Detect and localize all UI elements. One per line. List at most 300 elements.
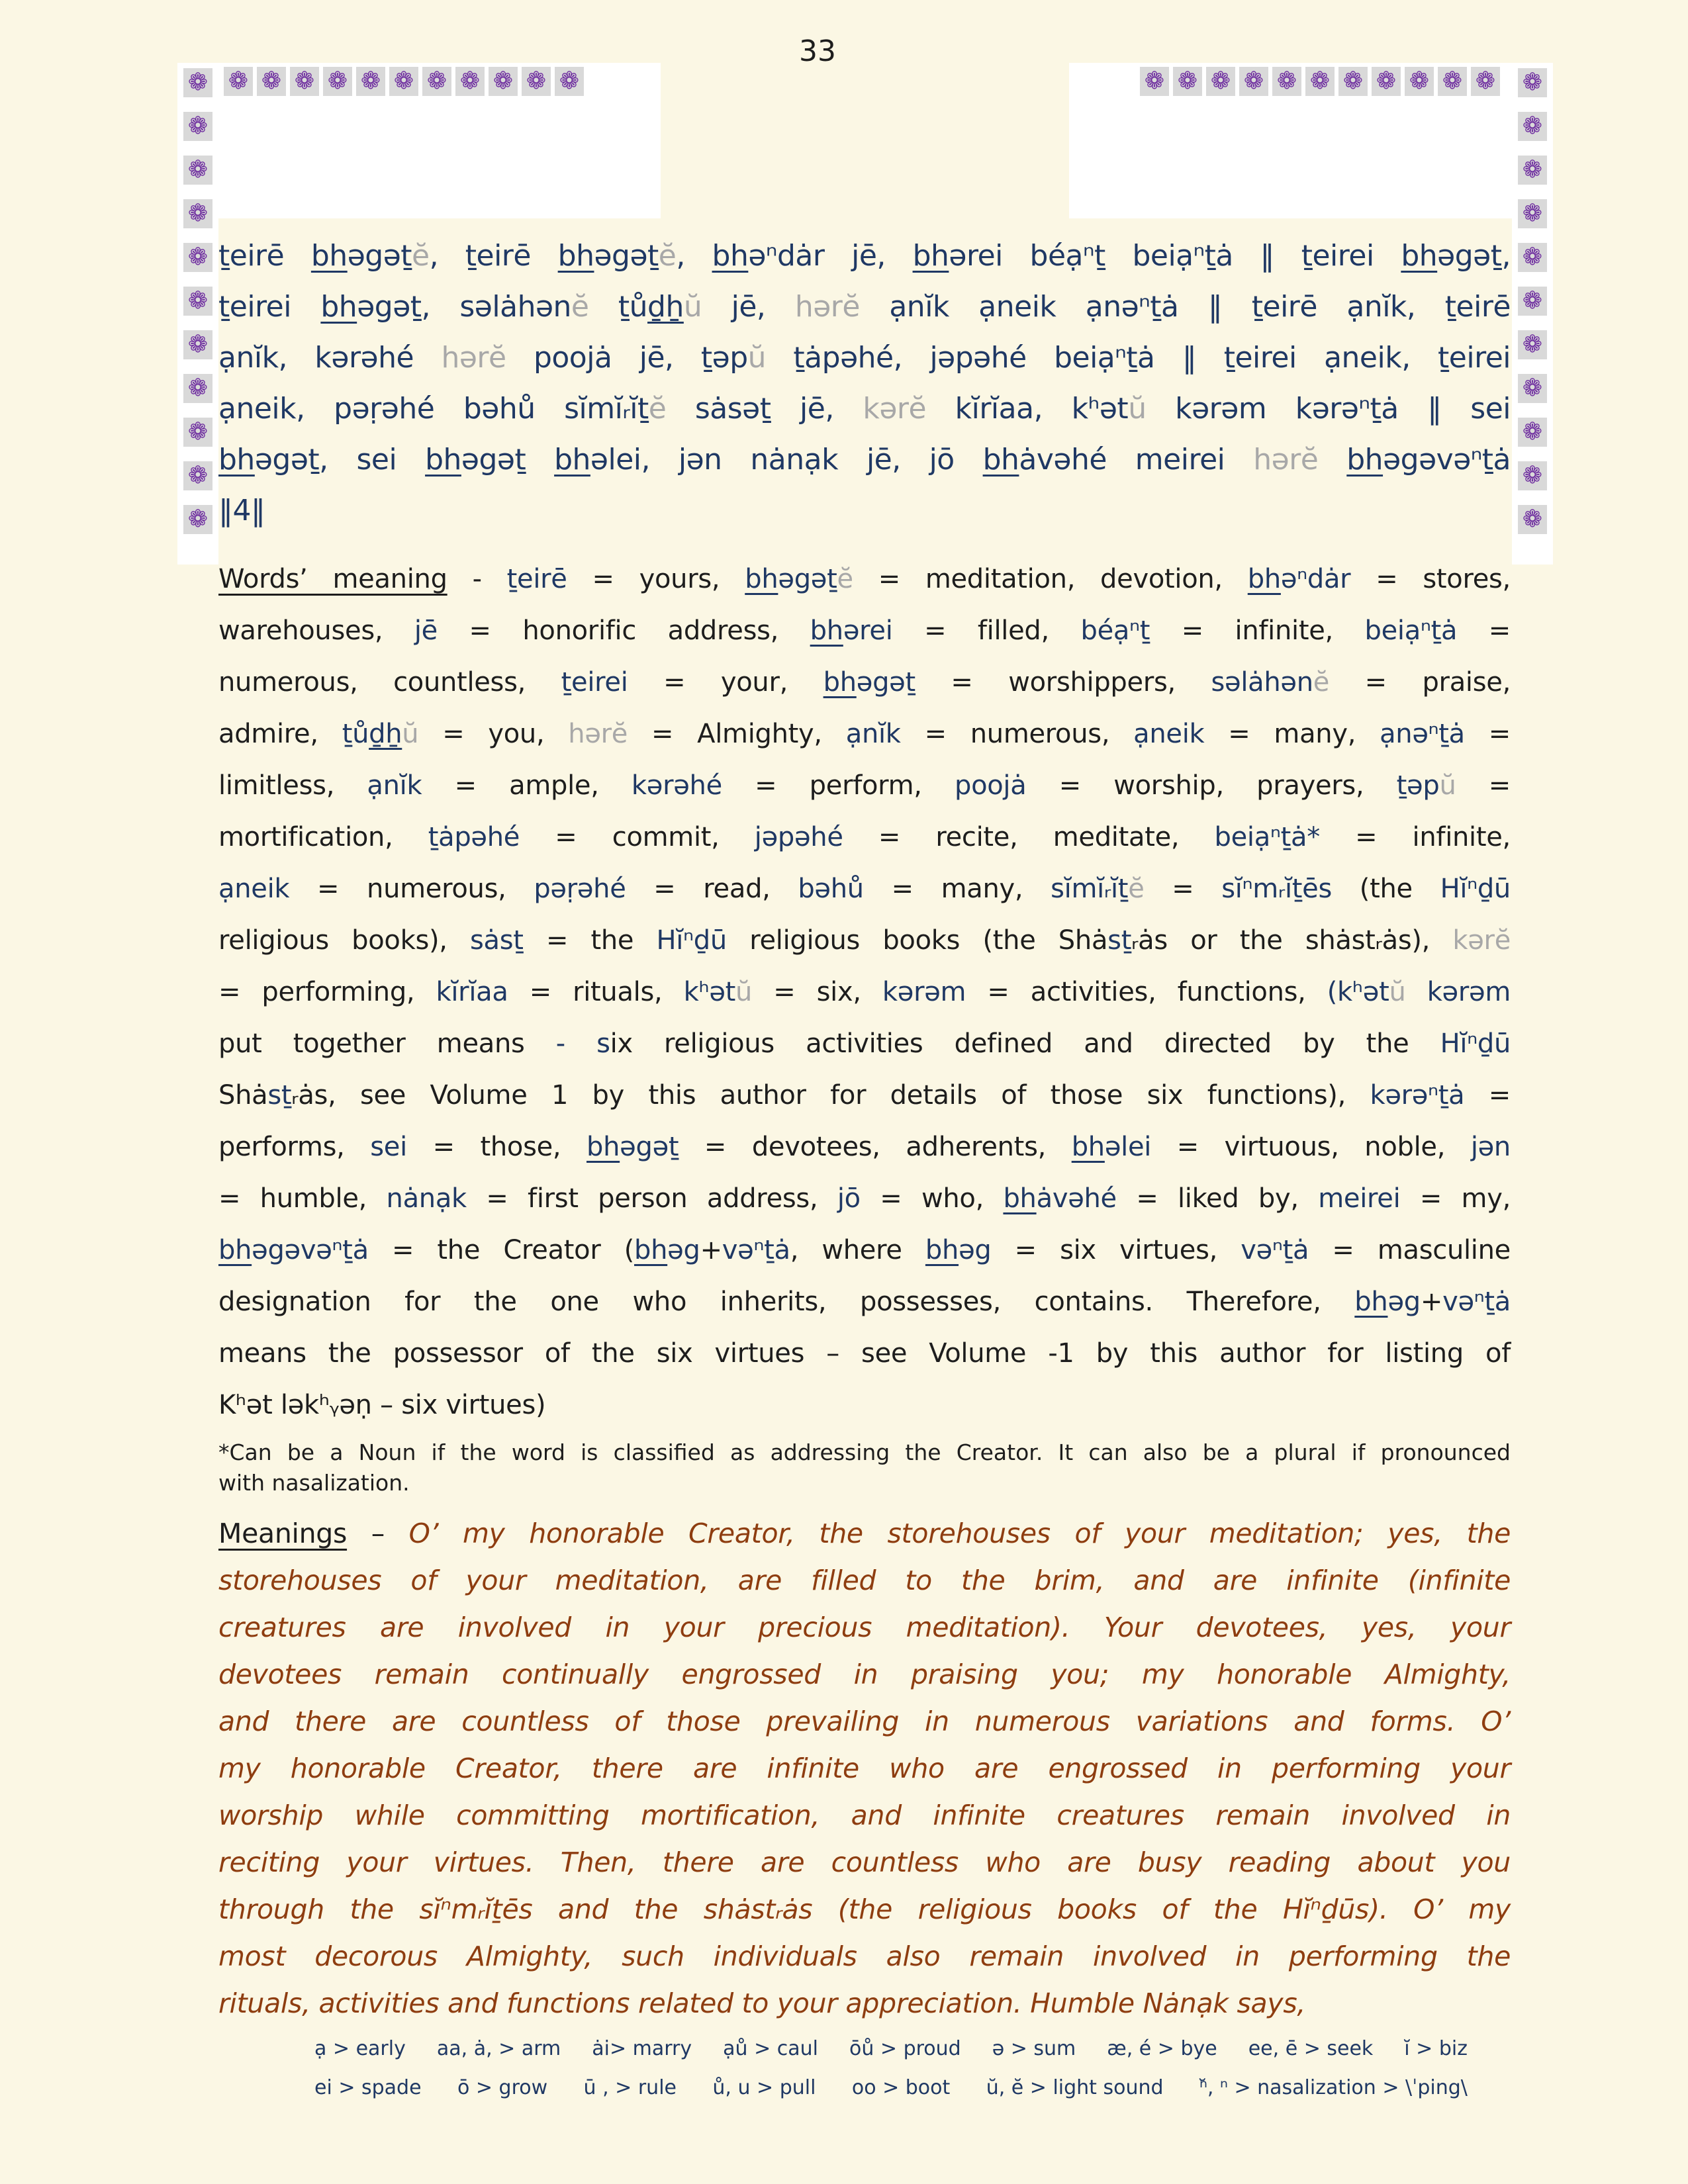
text-segment: limitless,	[218, 770, 367, 801]
text-segment: beiạⁿṯȧ	[1364, 615, 1458, 646]
text-segment: əg	[667, 1235, 700, 1265]
text-line	[218, 708, 1511, 760]
text-segment: ạnĭk	[845, 719, 901, 749]
flower-icon: ❁	[1518, 374, 1547, 403]
text-segment: rituals, activities and functions related to your appreciation. Humble Nȧnạk says,	[218, 1987, 1306, 2019]
flower-icon: ❁	[1518, 461, 1547, 490]
text-segment: = performing,	[218, 977, 436, 1007]
text-segment: =	[1456, 770, 1511, 801]
text-segment: admire,	[218, 719, 342, 749]
top-right-flower-row	[1140, 67, 1500, 96]
flower-icon: ❁	[183, 374, 212, 403]
text-segment: sĭmĭᵣĭṯ	[1051, 874, 1129, 904]
text-segment: ạnĭk	[367, 770, 422, 801]
text-segment: Meanings	[218, 1518, 348, 1549]
text-segment: numerous, countless,	[218, 667, 561, 698]
text-line	[218, 1276, 1511, 1328]
flower-icon: ❁	[1518, 199, 1547, 228]
text-segment: = yours,	[567, 564, 745, 594]
text-segment: = numerous,	[900, 719, 1134, 749]
pronunciation-item: æ, é > bye	[1107, 2037, 1217, 2060]
text-segment: = first person address,	[466, 1183, 837, 1214]
pronunciation-item: ee, ē > seek	[1248, 2037, 1374, 2060]
flower-icon: ❁	[1405, 67, 1434, 96]
flower-icon: ❁	[555, 67, 584, 96]
text-segment: = worshippers,	[915, 667, 1211, 698]
text-segment: əⁿdȧr	[1280, 564, 1351, 594]
text-segment: Words’ meaning	[218, 564, 447, 594]
text-line	[218, 332, 1511, 383]
text-segment: əgəṯ	[856, 667, 915, 698]
text-line	[218, 1437, 1511, 1468]
flower-icon: ❁	[422, 67, 451, 96]
text-line	[218, 966, 1511, 1018]
text-segment: ṯȧpəhé, jəpəhé beiạⁿṯȧ ‖ ṯeirei ạneik, ṯeirei	[766, 341, 1511, 375]
text-segment: ṯů	[588, 290, 648, 324]
text-segment: =	[1144, 874, 1222, 904]
flower-icon: ❁	[1518, 505, 1547, 534]
text-segment: əgəṯ	[347, 239, 412, 273]
text-segment: əgəṯ	[594, 239, 659, 273]
text-segment: jən	[1470, 1132, 1511, 1162]
text-segment: performs,	[218, 1132, 371, 1162]
text-segment: kərəhé	[631, 770, 722, 801]
text-segment: ạnĭk ạneik ạnəⁿṯȧ ‖ ṯeirē ạnĭk, ṯeirē	[859, 290, 1511, 324]
text-segment: +	[700, 1235, 722, 1265]
text-segment: vəⁿṯȧ	[1241, 1235, 1309, 1265]
text-segment: = your,	[628, 667, 823, 698]
text-segment: ạnəⁿṯȧ	[1380, 719, 1465, 749]
text-line	[218, 863, 1511, 915]
text-segment: most decorous Almighty, such individuals also remain involved in performing the	[218, 1940, 1511, 1972]
pronunciation-item: ŭ, ĕ > light sound	[986, 2076, 1164, 2099]
text-line	[218, 553, 1511, 605]
text-segment: ᵣȧs or the shȧstᵣȧs),	[1131, 925, 1453, 956]
text-segment: kʰət	[683, 977, 736, 1007]
text-line	[218, 383, 1511, 434]
text-segment: beiạⁿṯȧ*	[1214, 822, 1320, 852]
text-segment: bh	[1071, 1132, 1105, 1162]
text-segment: bh	[218, 1235, 252, 1265]
text-segment: ạneik, pəṛəhé bəhů sĭmĭᵣĭṯ	[218, 392, 649, 426]
flower-icon: ❁	[455, 67, 485, 96]
text-segment: ‖4‖	[218, 494, 265, 527]
flower-icon: ❁	[1338, 67, 1368, 96]
text-segment: = six,	[752, 977, 882, 1007]
text-segment: sȧsəṯ jē,	[666, 392, 863, 426]
flower-icon: ❁	[1438, 67, 1467, 96]
text-segment: means the possessor of the six virtues – see Volume -1 by this author for listing of	[218, 1338, 1511, 1369]
text-segment: bh	[310, 239, 348, 273]
text-segment: ṯȧpəhé	[428, 822, 520, 852]
flower-icon: ❁	[183, 68, 212, 97]
text-segment: bh	[745, 564, 778, 594]
text-segment: bh	[982, 443, 1019, 477]
flower-icon: ❁	[183, 505, 212, 534]
text-segment: meirei	[1318, 1183, 1401, 1214]
text-segment: = my,	[1400, 1183, 1511, 1214]
text-segment: ĕ	[412, 239, 430, 273]
text-segment: = Almighty,	[628, 719, 846, 749]
text-segment: nȧnạk	[386, 1183, 467, 1214]
text-segment: reciting your virtues. Then, there are countless who are busy reading about you	[218, 1846, 1511, 1878]
flower-icon: ❁	[183, 112, 212, 141]
text-segment: = masculine	[1309, 1235, 1511, 1265]
pronunciation-item: ō > grow	[457, 2076, 548, 2099]
text-segment: *Can be a Noun if the word is classified as addressing the Creator. It can also be a plural if pronounced	[218, 1439, 1511, 1465]
text-segment: kərĕ	[1452, 925, 1511, 956]
text-segment: kĭrĭaa, kʰət	[926, 392, 1129, 426]
text-segment: jē	[414, 615, 438, 646]
text-segment: bh	[925, 1235, 959, 1265]
text-line	[218, 1557, 1511, 1604]
text-segment: hərĕ	[1253, 443, 1319, 477]
text-segment: bh	[712, 239, 749, 273]
text-line	[218, 1018, 1511, 1069]
text-segment: = perform,	[722, 770, 955, 801]
text-segment: əgəvəⁿṯȧ	[1383, 443, 1511, 477]
text-segment: bh	[320, 290, 357, 324]
text-segment: sṯ	[267, 1080, 292, 1111]
text-segment: ŭ	[735, 977, 753, 1007]
text-segment: bh	[1354, 1287, 1388, 1317]
text-line	[218, 1379, 1511, 1431]
text-segment: vəⁿṯȧ	[1442, 1287, 1511, 1317]
flower-icon: ❁	[522, 67, 551, 96]
flower-icon: ❁	[489, 67, 518, 96]
text-segment: ĕ	[648, 392, 667, 426]
text-segment: (kʰət	[1327, 977, 1389, 1007]
text-segment: worship while committing mortification, and infinite creatures remain involved in	[218, 1799, 1511, 1831]
text-segment: hərĕ	[568, 719, 628, 749]
text-segment: = honorific address,	[437, 615, 810, 646]
text-segment: = devotees, adherents,	[679, 1132, 1072, 1162]
text-segment: ĕ	[837, 564, 853, 594]
text-segment: -	[447, 564, 507, 594]
text-line	[218, 1980, 1511, 2027]
flower-icon: ❁	[1272, 67, 1301, 96]
text-segment: = rituals,	[508, 977, 684, 1007]
text-segment: ix religious activities defined and directed by the	[610, 1028, 1440, 1059]
text-segment: bh	[554, 443, 590, 477]
flower-icon: ❁	[257, 67, 286, 96]
text-segment: = humble,	[218, 1183, 387, 1214]
text-segment: bh	[912, 239, 949, 273]
text-line	[218, 485, 1511, 536]
text-line	[218, 1069, 1511, 1121]
text-segment: ŭ	[1128, 392, 1147, 426]
text-segment: vəⁿṯȧ	[722, 1235, 790, 1265]
text-segment: bh	[810, 615, 843, 646]
text-segment: hərĕ	[794, 290, 860, 324]
flower-icon: ❁	[1239, 67, 1268, 96]
text-segment: Hĭⁿḏū	[656, 925, 727, 956]
text-line	[218, 1933, 1511, 1980]
text-segment: my honorable Creator, there are infinite who are engrossed in performing your	[218, 1752, 1511, 1784]
text-segment: (the	[1332, 874, 1440, 904]
text-line	[218, 1792, 1511, 1839]
pronunciation-item: ạů > caul	[723, 2037, 818, 2060]
flower-icon: ❁	[183, 199, 212, 228]
text-segment: hərĕ	[441, 341, 506, 375]
flower-icon: ❁	[183, 330, 212, 359]
flower-icon: ❁	[183, 243, 212, 272]
text-segment: ṯəp	[1396, 770, 1440, 801]
flower-icon: ❁	[1206, 67, 1235, 96]
text-segment: =	[1457, 615, 1511, 646]
text-segment: = numerous,	[289, 874, 534, 904]
text-segment: bh	[1247, 564, 1281, 594]
text-segment: əgəṯ	[778, 564, 837, 594]
text-segment: = worship, prayers,	[1026, 770, 1397, 801]
text-segment: əgəvəⁿṯȧ	[252, 1235, 369, 1265]
pronunciation-item: ĭ > biz	[1404, 2037, 1468, 2060]
text-segment: kərəm kərəⁿṯȧ ‖ sei	[1146, 392, 1511, 426]
text-segment: = stores,	[1350, 564, 1511, 594]
text-segment: warehouses,	[218, 615, 414, 646]
pronunciation-item: aa, ȧ, > arm	[436, 2037, 561, 2060]
text-segment: = you,	[418, 719, 569, 749]
pronunciation-item: ei > spade	[314, 2076, 422, 2099]
text-line	[218, 1651, 1511, 1698]
text-segment: =	[1464, 1080, 1511, 1111]
text-line	[218, 1745, 1511, 1792]
text-segment: ṯeirē	[506, 564, 567, 594]
flower-icon: ❁	[224, 67, 253, 96]
text-segment: bh	[586, 1132, 620, 1162]
flower-icon: ❁	[1518, 243, 1547, 272]
text-segment: əgəṯ,	[1437, 239, 1511, 273]
pronunciation-item: ū , > rule	[583, 2076, 677, 2099]
text-segment: əgəṯ, səlȧhən	[357, 290, 571, 324]
text-segment: bh	[1346, 443, 1383, 477]
text-segment: ḏẖ	[369, 719, 402, 749]
text-segment: əgəṯ	[620, 1132, 679, 1162]
text-segment: religious books (the Shȧ	[726, 925, 1108, 956]
text-segment: and there are countless of those prevailing in numerous variations and forms. O’	[218, 1706, 1511, 1737]
text-segment: əgəṯ, sei	[254, 443, 426, 477]
text-segment: , ṯeirē	[429, 239, 558, 273]
pronunciation-item: ōů > proud	[849, 2037, 961, 2060]
text-segment: mortification,	[218, 822, 428, 852]
text-segment: = many,	[863, 874, 1051, 904]
flower-icon: ❁	[1518, 112, 1547, 141]
page-number: 33	[799, 34, 836, 68]
pronunciation-item: ạ > early	[314, 2037, 406, 2060]
text-segment: ĕ	[571, 290, 589, 324]
text-segment: ərei	[843, 615, 893, 646]
text-segment: = virtuous, noble,	[1151, 1132, 1471, 1162]
text-segment: ŭ	[683, 290, 702, 324]
text-segment: əg	[959, 1235, 992, 1265]
footnote	[218, 1437, 1511, 1498]
text-segment: ṯeirei	[218, 290, 321, 324]
text-segment: , where	[790, 1235, 925, 1265]
text-line	[218, 1121, 1511, 1173]
text-line	[218, 1698, 1511, 1745]
text-segment: = commit,	[520, 822, 755, 852]
text-segment: bh	[425, 443, 461, 477]
text-segment: əgəṯ	[461, 443, 555, 477]
flower-icon: ❁	[1518, 156, 1547, 185]
flower-icon: ❁	[1518, 287, 1547, 316]
text-segment: sṯ	[1107, 925, 1132, 956]
text-segment: - s	[555, 1028, 610, 1059]
flower-icon: ❁	[1471, 67, 1500, 96]
text-line	[218, 281, 1511, 332]
text-line	[218, 1839, 1511, 1886]
text-segment: ṯeirē	[218, 239, 311, 273]
text-segment: ȧvəhé	[1036, 1183, 1117, 1214]
text-line	[218, 1604, 1511, 1651]
text-segment: jəpəhé	[754, 822, 843, 852]
text-segment: bh	[218, 443, 255, 477]
text-segment: səlȧhən	[1211, 667, 1313, 698]
flower-icon: ❁	[183, 287, 212, 316]
words-meaning-section	[218, 553, 1511, 1431]
pronunciation-item: ə > sum	[992, 2037, 1076, 2060]
text-segment: bh	[557, 239, 594, 273]
text-segment: ạneik	[218, 874, 290, 904]
flower-icon: ❁	[1305, 67, 1335, 96]
flower-icon: ❁	[183, 461, 212, 490]
flower-icon: ❁	[1518, 68, 1547, 97]
text-line	[218, 811, 1511, 863]
flower-icon: ❁	[290, 67, 319, 96]
text-segment: ḏẖ	[647, 290, 684, 324]
meanings-section	[218, 1510, 1511, 2027]
text-segment: béạⁿṯ	[1080, 615, 1150, 646]
text-segment: designation for the one who inherits, possesses, contains. Therefore,	[218, 1287, 1355, 1317]
text-segment: əlei	[1104, 1132, 1152, 1162]
flower-icon: ❁	[1518, 330, 1547, 359]
flower-icon: ❁	[183, 156, 212, 185]
text-segment: = infinite,	[1150, 615, 1365, 646]
text-line	[218, 760, 1511, 811]
text-segment: Hĭⁿḏū	[1440, 1028, 1511, 1059]
text-segment: ạneik	[1133, 719, 1205, 749]
pronunciation-item: ⁿ̆, ⁿ > nasalization > \ˈping\	[1199, 2076, 1468, 2099]
text-segment: sĭⁿmᵣĭṯēs	[1221, 874, 1333, 904]
text-line	[218, 1510, 1511, 1557]
text-segment: pəṛəhé	[534, 874, 626, 904]
text-segment: = activities, functions,	[966, 977, 1327, 1007]
text-segment: = the	[523, 925, 657, 956]
text-segment: = recite, meditate,	[843, 822, 1215, 852]
text-segment: bh	[1003, 1183, 1037, 1214]
text-segment: creatures are involved in your precious meditation). Your devotees, yes, your	[218, 1612, 1511, 1643]
pronunciation-row-1	[314, 2037, 1468, 2060]
text-segment: ŭ	[1389, 977, 1406, 1007]
text-segment: ṯeirei	[561, 667, 628, 698]
text-segment: Hĭⁿḏū	[1440, 874, 1511, 904]
text-segment: with nasalization.	[218, 1470, 410, 1496]
pronunciation-item: ů, u > pull	[712, 2076, 816, 2099]
text-segment: storehouses of your meditation, are filled to the brim, and are infinite (infinite	[218, 1565, 1511, 1596]
flower-icon: ❁	[323, 67, 352, 96]
text-segment: poojȧ	[954, 770, 1027, 801]
text-line	[218, 230, 1511, 281]
text-segment: kərəⁿṯȧ	[1370, 1080, 1465, 1111]
text-segment: devotees remain continually engrossed in praising you; my honorable Almighty,	[218, 1659, 1511, 1690]
text-line	[218, 1468, 1511, 1498]
text-segment: ạnĭk, kərəhé	[218, 341, 442, 375]
text-segment: = many,	[1204, 719, 1380, 749]
text-segment: Kʰət ləkʰᵧəṇ – six virtues)	[218, 1390, 546, 1420]
text-segment: kĭrĭaa	[436, 977, 508, 1007]
text-segment: +	[1420, 1287, 1443, 1317]
text-segment: = ample,	[422, 770, 632, 801]
text-segment: = those,	[406, 1132, 587, 1162]
text-segment: sȧsṯ	[470, 925, 524, 956]
text-segment: bh	[1401, 239, 1438, 273]
text-segment: ŭ	[747, 341, 767, 375]
text-segment: ĕ	[1128, 874, 1145, 904]
text-segment: ŭ	[402, 719, 419, 749]
text-line	[218, 1886, 1511, 1933]
text-segment: əlei, jən nȧnạk jē, jō	[590, 443, 983, 477]
text-segment: sei	[370, 1132, 407, 1162]
text-segment: ĕ	[658, 239, 677, 273]
left-flower-border	[177, 63, 218, 565]
text-segment: ȧvəhé meirei	[1019, 443, 1254, 477]
text-segment: bəhů	[798, 874, 864, 904]
text-segment: əⁿdȧr jē,	[748, 239, 913, 273]
text-line	[218, 434, 1511, 485]
text-segment	[1318, 443, 1346, 477]
text-line	[218, 657, 1511, 708]
text-segment: jē,	[702, 290, 795, 324]
text-segment: = liked by,	[1116, 1183, 1319, 1214]
right-flower-border	[1512, 63, 1553, 565]
text-segment: –	[347, 1518, 409, 1549]
text-segment: poojȧ jē, ṯəp	[506, 341, 748, 375]
text-segment: = infinite,	[1319, 822, 1511, 852]
text-segment: = filled,	[892, 615, 1081, 646]
text-segment: jō	[837, 1183, 861, 1214]
text-segment: kərəm	[1405, 977, 1511, 1007]
text-segment: through the sĭⁿmᵣĭṯēs and the shȧstᵣȧs (the religious books of the Hĭⁿḏūs). O’ my	[218, 1893, 1511, 1925]
text-segment: Shȧ	[218, 1080, 268, 1111]
text-segment: = who,	[860, 1183, 1004, 1214]
text-segment: religious books),	[218, 925, 471, 956]
flower-icon: ❁	[1372, 67, 1401, 96]
text-segment: ĕ	[1313, 667, 1330, 698]
flower-icon: ❁	[183, 418, 212, 447]
text-segment: ᵣȧs, see Volume 1 by this author for details of those six functions),	[291, 1080, 1370, 1111]
text-segment: bh	[823, 667, 857, 698]
text-segment: ,	[676, 239, 712, 273]
text-segment: əg	[1387, 1287, 1421, 1317]
text-segment: = six virtues,	[991, 1235, 1241, 1265]
flower-icon: ❁	[1140, 67, 1169, 96]
pronunciation-row-2	[314, 2076, 1468, 2099]
flower-icon: ❁	[1173, 67, 1202, 96]
text-line	[218, 605, 1511, 657]
text-segment: =	[1464, 719, 1511, 749]
text-segment: = praise,	[1329, 667, 1511, 698]
flower-icon: ❁	[389, 67, 418, 96]
text-line	[218, 915, 1511, 966]
text-segment: O’ my honorable Creator, the storehouses of your meditation; yes, the	[408, 1518, 1511, 1549]
text-segment: = the Creator (	[368, 1235, 635, 1265]
gurbani-transliteration-block	[218, 230, 1511, 536]
text-segment: ŭ	[1439, 770, 1456, 801]
flower-icon: ❁	[1518, 418, 1547, 447]
pronunciation-item: oo > boot	[851, 2076, 951, 2099]
pronunciation-item: ȧi> marry	[592, 2037, 692, 2060]
text-line	[218, 1224, 1511, 1276]
